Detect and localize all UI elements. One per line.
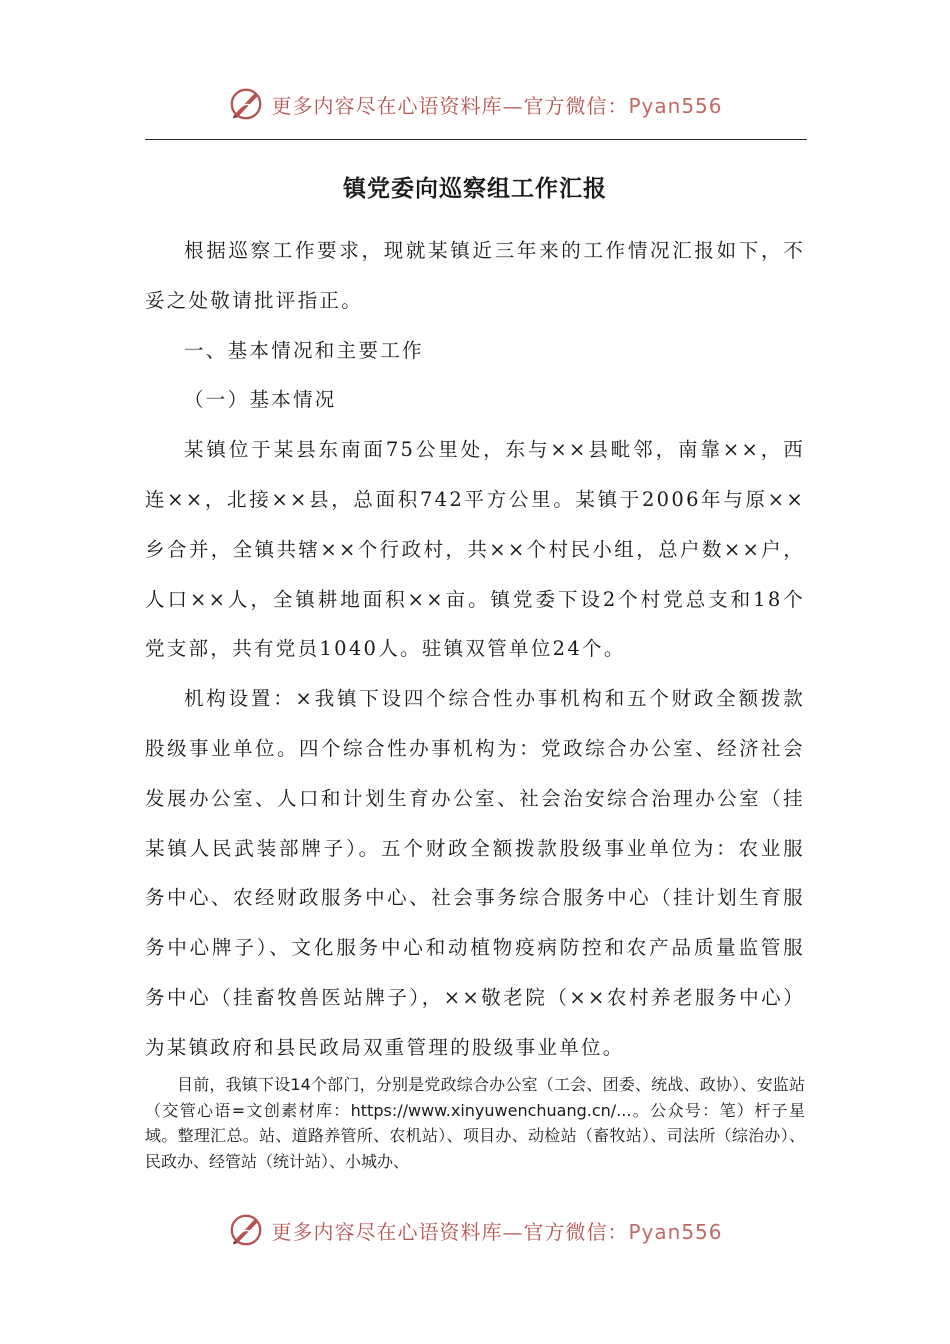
document-title: 镇党委向巡察组工作汇报 — [343, 176, 607, 202]
header-rule — [145, 139, 807, 140]
wechat-id: Pyan556 — [628, 1219, 723, 1244]
pen-logo-icon — [227, 85, 265, 123]
watermark-text: 更多内容尽在心语资料库—官方微信：Pyan556 — [271, 1219, 723, 1244]
footer-watermark — [0, 1206, 950, 1254]
section-heading: 一、基本情况和主要工作 — [184, 338, 424, 362]
header-watermark — [0, 80, 950, 128]
basic-info-paragraph: 某镇位于某县东南面75公里处，东与××县毗邻，南靠××，西连××，北接××县，总面积742平方公里。某镇于2006年与原××乡合并，全镇共辖××个行政村，共××个村民小组，总户数××户，人口××人，全镇耕地面积××亩。镇党委下设2个村党总支和18个党支部，共有党员1040人。驻镇双管单位24个。 — [145, 438, 805, 661]
watermark-text: 更多内容尽在心语资料库—官方微信：Pyan556 — [271, 93, 723, 118]
departments-paragraph: 目前，我镇下设14个部门，分别是党政综合办公室（工会、团委、统战、政协）、安监站（交管心语=文创素材库：https://www.xinyuwenchuang.cn/...。公众号：笔）杆子星域。整理汇总。站、道路养管所、农机站）、项目办、动检站（畜牧站）、司法所（综治办）、民政办、经管站（统计站）、小城办、 — [145, 1075, 805, 1171]
wechat-id: Pyan556 — [628, 93, 723, 118]
pen-logo-icon — [227, 1211, 265, 1249]
subsection-heading: （一）基本情况 — [184, 388, 337, 412]
intro-paragraph: 根据巡察工作要求，现就某镇近三年来的工作情况汇报如下，不妥之处敬请批评指正。 — [145, 239, 805, 312]
organization-paragraph: 机构设置：×我镇下设四个综合性办事机构和五个财政全额拨款股级事业单位。四个综合性办事机构为：党政综合办公室、经济社会发展办公室、人口和计划生育办公室、社会治安综合治理办公室（挂某镇人民武装部牌子）。五个财政全额拨款股级事业单位为：农业服务中心、农经财政服务中心、社会事务综合服务中心（挂计划生育服务中心牌子）、文化服务中心和动植物疫病防控和农产品质量监管服务中心（挂畜牧兽医站牌子），××敬老院（××农村养老服务中心）为某镇政府和县民政局双重管理的股级事业单位。 — [145, 687, 805, 1059]
document-body — [145, 226, 805, 1073]
